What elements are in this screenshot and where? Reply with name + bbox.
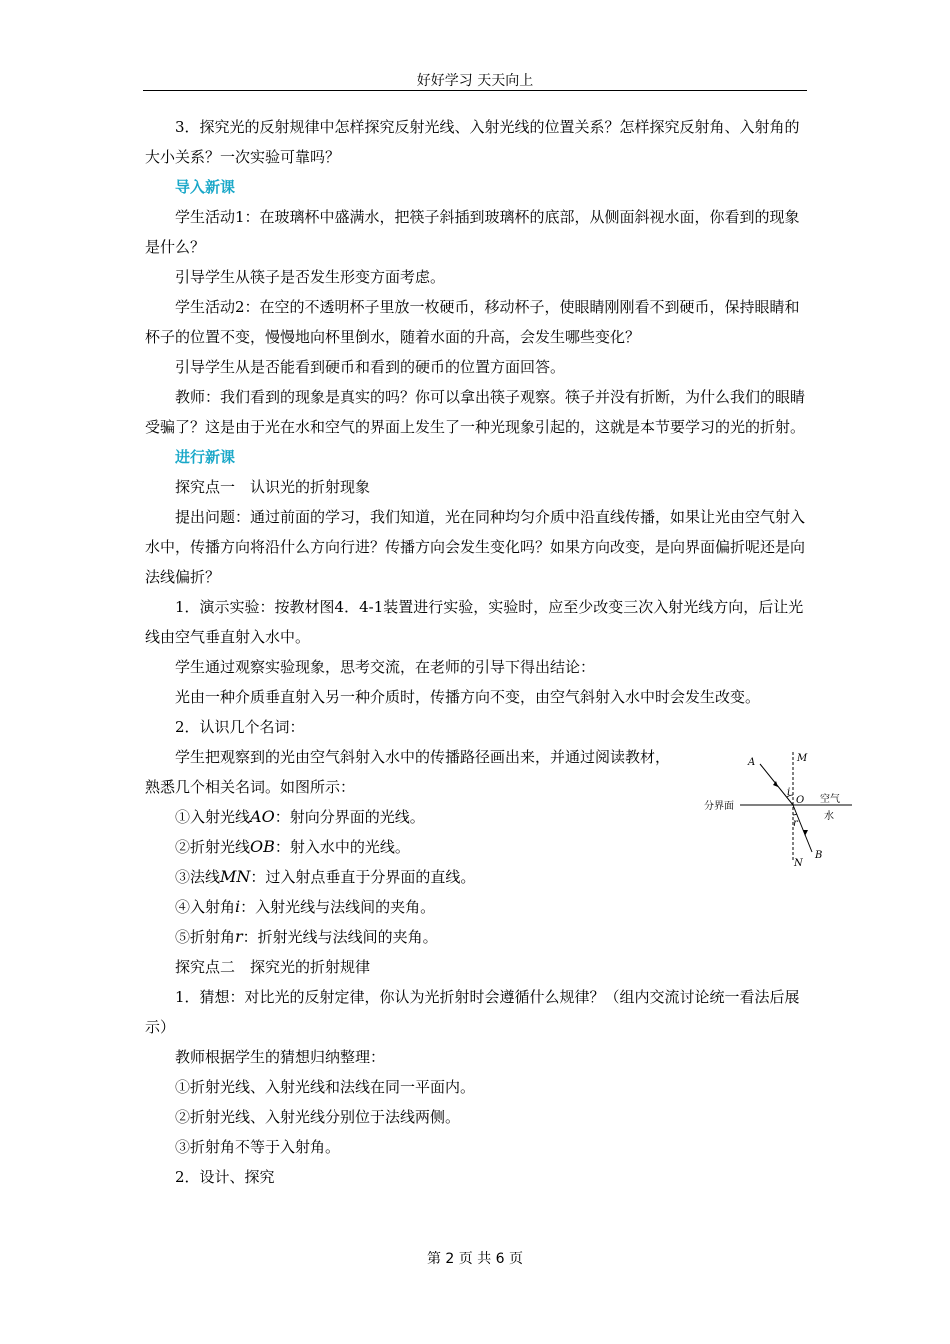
term-symbol: OB (250, 837, 275, 856)
label-a: A (748, 757, 756, 768)
section-heading-intro: 导入新课 (175, 178, 236, 196)
header-rule (143, 90, 807, 91)
page-footer: 第 2 页 共 6 页 (426, 1251, 524, 1267)
label-interface: 分界面 (704, 801, 734, 812)
refraction-angle-arc (793, 814, 797, 815)
incident-arrow (773, 781, 778, 787)
term-label: ①入射光线 (175, 808, 251, 826)
paragraph: 探究点二 探究光的折射规律 (175, 958, 371, 976)
paragraph: 学生通过观察实验现象，思考交流，在老师的引导下得出结论： (175, 658, 596, 676)
term-definition: ：射向分界面的光线。 (274, 808, 425, 826)
term-item (145, 922, 807, 952)
term-label: ②折射光线 (175, 838, 251, 856)
paragraph: ①折射光线、入射光线和法线在同一平面内。 (175, 1078, 476, 1096)
paragraph: 2．设计、探究 (175, 1168, 275, 1186)
label-air: 空气 (820, 794, 840, 805)
label-r: r (793, 818, 798, 829)
label-water: 水 (824, 811, 834, 822)
label-m: M (797, 753, 808, 764)
term-item (145, 892, 807, 922)
paragraph: 学生把观察到的光由空气斜射入水中的传播路径画出来，并通过阅读教材，熟悉几个相关名词。如图所示： (145, 748, 671, 796)
section-heading-new: 进行新课 (175, 448, 236, 466)
paragraph: 教师根据学生的猜想归纳整理： (175, 1048, 386, 1066)
paragraph: 提出问题：通过前面的学习，我们知道，光在同种均匀介质中沿直线传播，如果让光由空气射入水中，传播方向将沿什么方向行进？传播方向会发生变化吗？如果方向改变，是向界面偏折呢还是向法线偏折？ (145, 508, 806, 586)
paragraph: 探究点一 认识光的折射现象 (175, 478, 371, 496)
term-symbol: i (235, 897, 241, 916)
paragraph: 学生活动1：在玻璃杯中盛满水，把筷子斜插到玻璃杯的底部，从侧面斜视水面，你看到的现象是什么？ (145, 208, 800, 256)
paragraph: ②折射光线、入射光线分别位于法线两侧。 (175, 1108, 461, 1126)
term-definition: ：射入水中的光线。 (274, 838, 410, 856)
term-symbol: AO (250, 807, 275, 826)
label-i: i (787, 787, 791, 798)
paragraph: 教师：我们看到的现象是真实的吗？你可以拿出筷子观察。筷子并没有折断，为什么我们的眼睛受骗了？这是由于光在水和空气的界面上发生了一种光现象引起的，这就是本节要学习的光的折射。 (145, 388, 806, 436)
label-b: B (815, 850, 823, 861)
paragraph: 光由一种介质垂直射入另一种介质时，传播方向不变，由空气斜射入水中时会发生改变。 (175, 688, 761, 706)
paragraph: 1．猜想：对比光的反射定律，你认为光折射时会遵循什么规律？（组内交流讨论统一看法后展示） (145, 988, 800, 1036)
document-body (145, 112, 807, 1192)
term-label: ⑤折射角 (175, 928, 236, 946)
paragraph: 学生活动2：在空的不透明杯子里放一枚硬币，移动杯子，使眼睛刚刚看不到硬币，保持眼睛和杯子的位置不变，慢慢地向杯里倒水，随着水面的升高，会发生哪些变化？ (145, 298, 800, 346)
term-label: ④入射角 (175, 898, 236, 916)
paragraph: 引导学生从是否能看到硬币和看到的硬币的位置方面回答。 (175, 358, 566, 376)
paragraph: 1．演示实验：按教材图4．4-1装置进行实验，实验时，应至少改变三次入射光线方向，后让光线由空气垂直射入水中。 (145, 598, 804, 646)
refraction-diagram (702, 748, 862, 870)
term-definition: ：过入射点垂直于分界面的直线。 (250, 868, 476, 886)
term-symbol: r (235, 927, 243, 946)
paragraph: 2．认识几个名词： (175, 718, 305, 736)
paragraph: 引导学生从筷子是否发生形变方面考虑。 (175, 268, 446, 286)
term-label: ③法线 (175, 868, 221, 886)
term-definition: ：折射光线与法线间的夹角。 (242, 928, 438, 946)
term-symbol: MN (220, 867, 251, 886)
term-definition: ：入射光线与法线间的夹角。 (240, 898, 436, 916)
paragraph: 3．探究光的反射规律中怎样探究反射光线、入射光线的位置关系？怎样探究反射角、入射角的大小关系？一次实验可靠吗？ (145, 118, 800, 166)
label-n: N (794, 858, 803, 869)
label-o: O (796, 795, 805, 806)
paragraph: ③折射角不等于入射角。 (175, 1138, 341, 1156)
page-header: 好好学习 天天向上 (416, 73, 534, 89)
